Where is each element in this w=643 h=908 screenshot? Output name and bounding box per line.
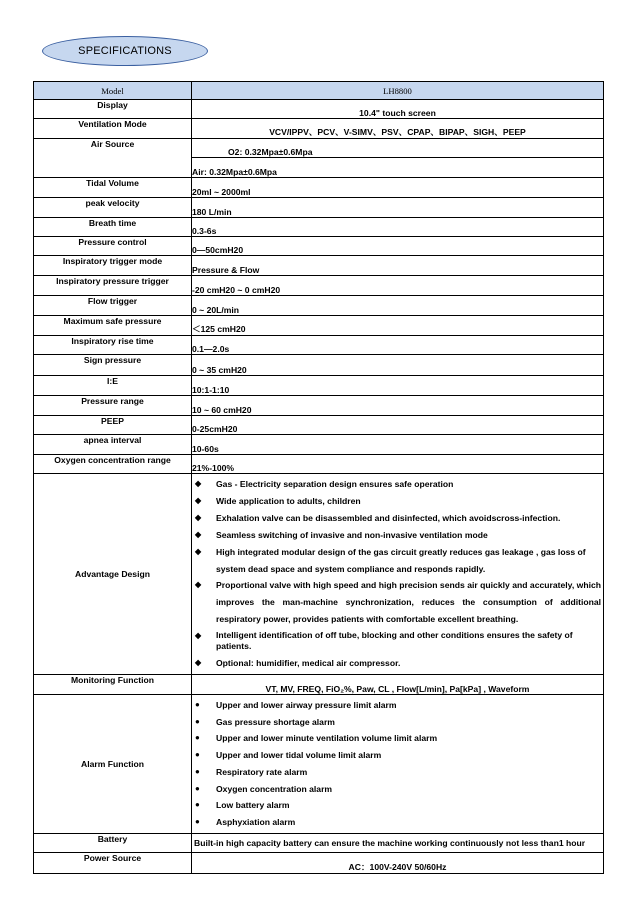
circle-bullet-icon: ● — [195, 766, 200, 776]
advantage-cell — [192, 474, 604, 675]
battery-value: Built-in high capacity battery can ensure the machine working continuously not less than1 hour — [192, 833, 604, 852]
row-label: Ventilation Mode — [34, 119, 192, 139]
table-row — [34, 416, 604, 435]
alarm-list — [192, 695, 603, 833]
specifications-badge — [42, 36, 208, 66]
list-item — [192, 697, 603, 714]
diamond-bullet-icon: ◆ — [195, 580, 202, 590]
diamond-bullet-icon: ◆ — [195, 631, 202, 641]
table-row — [34, 100, 604, 119]
model-value: LH8800 — [192, 82, 604, 100]
row-label: Flow trigger — [34, 296, 192, 316]
monitoring-label: Monitoring Function — [34, 675, 192, 695]
advantage-text: High integrated modular design of the gas circuit greatly reduces gas leakage , gas loss of system dead space and system compliance and responds rapidly. — [216, 546, 586, 574]
model-header: Model — [34, 82, 192, 100]
row-label: apnea interval — [34, 435, 192, 455]
row-value: 180 L/min — [192, 198, 604, 218]
advantage-text: Gas - Electricity separation design ensures safe operation — [216, 479, 454, 489]
list-item — [192, 781, 603, 798]
diamond-bullet-icon: ◆ — [195, 479, 202, 488]
diamond-bullet-icon: ◆ — [195, 546, 202, 556]
row-value: ＜125 cmH20 — [192, 316, 604, 336]
row-value: -20 cmH20 ~ 0 cmH20 — [192, 276, 604, 296]
table-row — [34, 198, 604, 218]
advantage-text: Proportional valve with high speed and high precision sends air quickly and accurately, which improves the man-machine synchronization, reduces the consumption of additional respiratory power, provides patients with comfortable excellent breathing. — [216, 580, 601, 625]
table-row — [34, 256, 604, 276]
section-title: SPECIFICATIONS — [78, 45, 172, 57]
battery-label: Battery — [34, 833, 192, 852]
list-item — [192, 747, 603, 764]
list-item — [192, 476, 603, 493]
alarm-text: Upper and lower airway pressure limit alarm — [216, 700, 397, 711]
row-label: Inspiratory rise time — [34, 336, 192, 355]
row-value: 0—50cmH20 — [192, 237, 604, 256]
list-item — [192, 655, 603, 672]
advantage-text: Wide application to adults, children — [216, 495, 361, 506]
diamond-bullet-icon: ◆ — [195, 495, 202, 505]
circle-bullet-icon: ● — [195, 816, 200, 826]
table-header-row — [34, 82, 604, 100]
list-item — [192, 527, 603, 544]
row-value: 10.4" touch screen — [192, 100, 604, 119]
monitoring-row — [34, 675, 604, 695]
row-label: Breath time — [34, 218, 192, 237]
list-item — [192, 730, 603, 747]
alarm-text: Upper and lower tidal volume limit alarm — [216, 750, 382, 761]
list-item — [192, 628, 603, 655]
row-label: Pressure control — [34, 237, 192, 256]
table-row — [34, 178, 604, 198]
table-row — [34, 316, 604, 336]
alarm-text: Oxygen concentration alarm — [216, 783, 333, 794]
advantage-label: Advantage Design — [34, 474, 192, 675]
row-label: Tidal Volume — [34, 178, 192, 198]
row-label: Maximum safe pressure — [34, 316, 192, 336]
row-label: I:E — [34, 376, 192, 396]
table-row — [34, 455, 604, 474]
row-label: Display — [34, 100, 192, 119]
row-value: 10-60s — [192, 435, 604, 455]
power-row — [34, 852, 604, 873]
table-row — [34, 336, 604, 355]
diamond-bullet-icon: ◆ — [195, 512, 202, 522]
row-label: Inspiratory trigger mode — [34, 256, 192, 276]
alarm-text: Upper and lower minute ventilation volume limit alarm — [216, 733, 438, 744]
list-item — [192, 764, 603, 781]
row-value: VCV/IPPV、PCV、V-SIMV、PSV、CPAP、BIPAP、SIGH、PEEP — [192, 119, 604, 139]
row-value: 0-25cmH20 — [192, 416, 604, 435]
row-label: Pressure range — [34, 396, 192, 416]
circle-bullet-icon: ● — [195, 716, 200, 726]
list-item — [192, 544, 603, 578]
row-value: 0 ~ 35 cmH20 — [192, 355, 604, 376]
row-label: Sign pressure — [34, 355, 192, 376]
row-value: 0 ~ 20L/min — [192, 296, 604, 316]
advantage-text: Intelligent identification of off tube, blocking and other conditions ensures the safety of patients. — [216, 630, 573, 652]
advantage-row — [34, 474, 604, 675]
diamond-bullet-icon: ◆ — [195, 529, 202, 539]
circle-bullet-icon: ● — [195, 700, 200, 710]
power-label: Power Source — [34, 852, 192, 873]
row-value: O2: 0.32Mpa±0.6Mpa — [192, 139, 604, 158]
alarm-text: Respiratory rate alarm — [216, 766, 308, 777]
row-label: Oxygen concentration range — [34, 455, 192, 474]
advantage-text: Exhalation valve can be disassembled and disinfected, which avoidscross-infection. — [216, 512, 561, 523]
table-row — [34, 355, 604, 376]
power-value: AC：100V-240V 50/60Hz — [192, 852, 604, 873]
list-item — [192, 814, 603, 831]
advantage-list — [192, 474, 603, 674]
battery-row — [34, 833, 604, 852]
table-row — [34, 237, 604, 256]
row-value: 20ml ~ 2000ml — [192, 178, 604, 198]
row-value: Air: 0.32Mpa±0.6Mpa — [192, 158, 604, 178]
list-item — [192, 577, 603, 628]
row-label: peak velocity — [34, 198, 192, 218]
advantage-text: Seamless switching of invasive and non-invasive ventilation mode — [216, 529, 488, 540]
row-label: Inspiratory pressure trigger — [34, 276, 192, 296]
table-row — [34, 396, 604, 416]
list-item — [192, 510, 603, 527]
monitoring-value: VT, MV, FREQ, FiO₂%, Paw, CL , Flow[L/min], Pa[kPa] , Waveform — [192, 675, 604, 695]
row-value: 0.1—2.0s — [192, 336, 604, 355]
diamond-bullet-icon: ◆ — [195, 658, 202, 668]
table-row — [34, 218, 604, 237]
circle-bullet-icon: ● — [195, 783, 200, 793]
list-item — [192, 797, 603, 814]
alarm-row — [34, 695, 604, 834]
circle-bullet-icon: ● — [195, 800, 200, 810]
row-value: 10 ~ 60 cmH20 — [192, 396, 604, 416]
alarm-cell — [192, 695, 604, 834]
table-row — [34, 376, 604, 396]
row-value: 10:1-1:10 — [192, 376, 604, 396]
table-row — [34, 119, 604, 139]
circle-bullet-icon: ● — [195, 750, 200, 760]
list-item — [192, 493, 603, 510]
alarm-text: Gas pressure shortage alarm — [216, 716, 335, 727]
row-value: 0.3-6s — [192, 218, 604, 237]
advantage-text: Optional: humidifier, medical air compressor. — [216, 658, 401, 669]
list-item — [192, 714, 603, 731]
row-value: Pressure & Flow — [192, 256, 604, 276]
table-row — [34, 296, 604, 316]
table-row — [34, 435, 604, 455]
table-row — [34, 276, 604, 296]
alarm-text: Low battery alarm — [216, 800, 290, 811]
table-row — [34, 139, 604, 158]
row-label: Air Source — [34, 139, 192, 178]
alarm-label: Alarm Function — [34, 695, 192, 834]
row-label: PEEP — [34, 416, 192, 435]
row-value: 21%-100% — [192, 455, 604, 474]
alarm-text: Asphyxiation alarm — [216, 816, 296, 827]
specifications-table — [33, 81, 604, 874]
circle-bullet-icon: ● — [195, 733, 200, 743]
